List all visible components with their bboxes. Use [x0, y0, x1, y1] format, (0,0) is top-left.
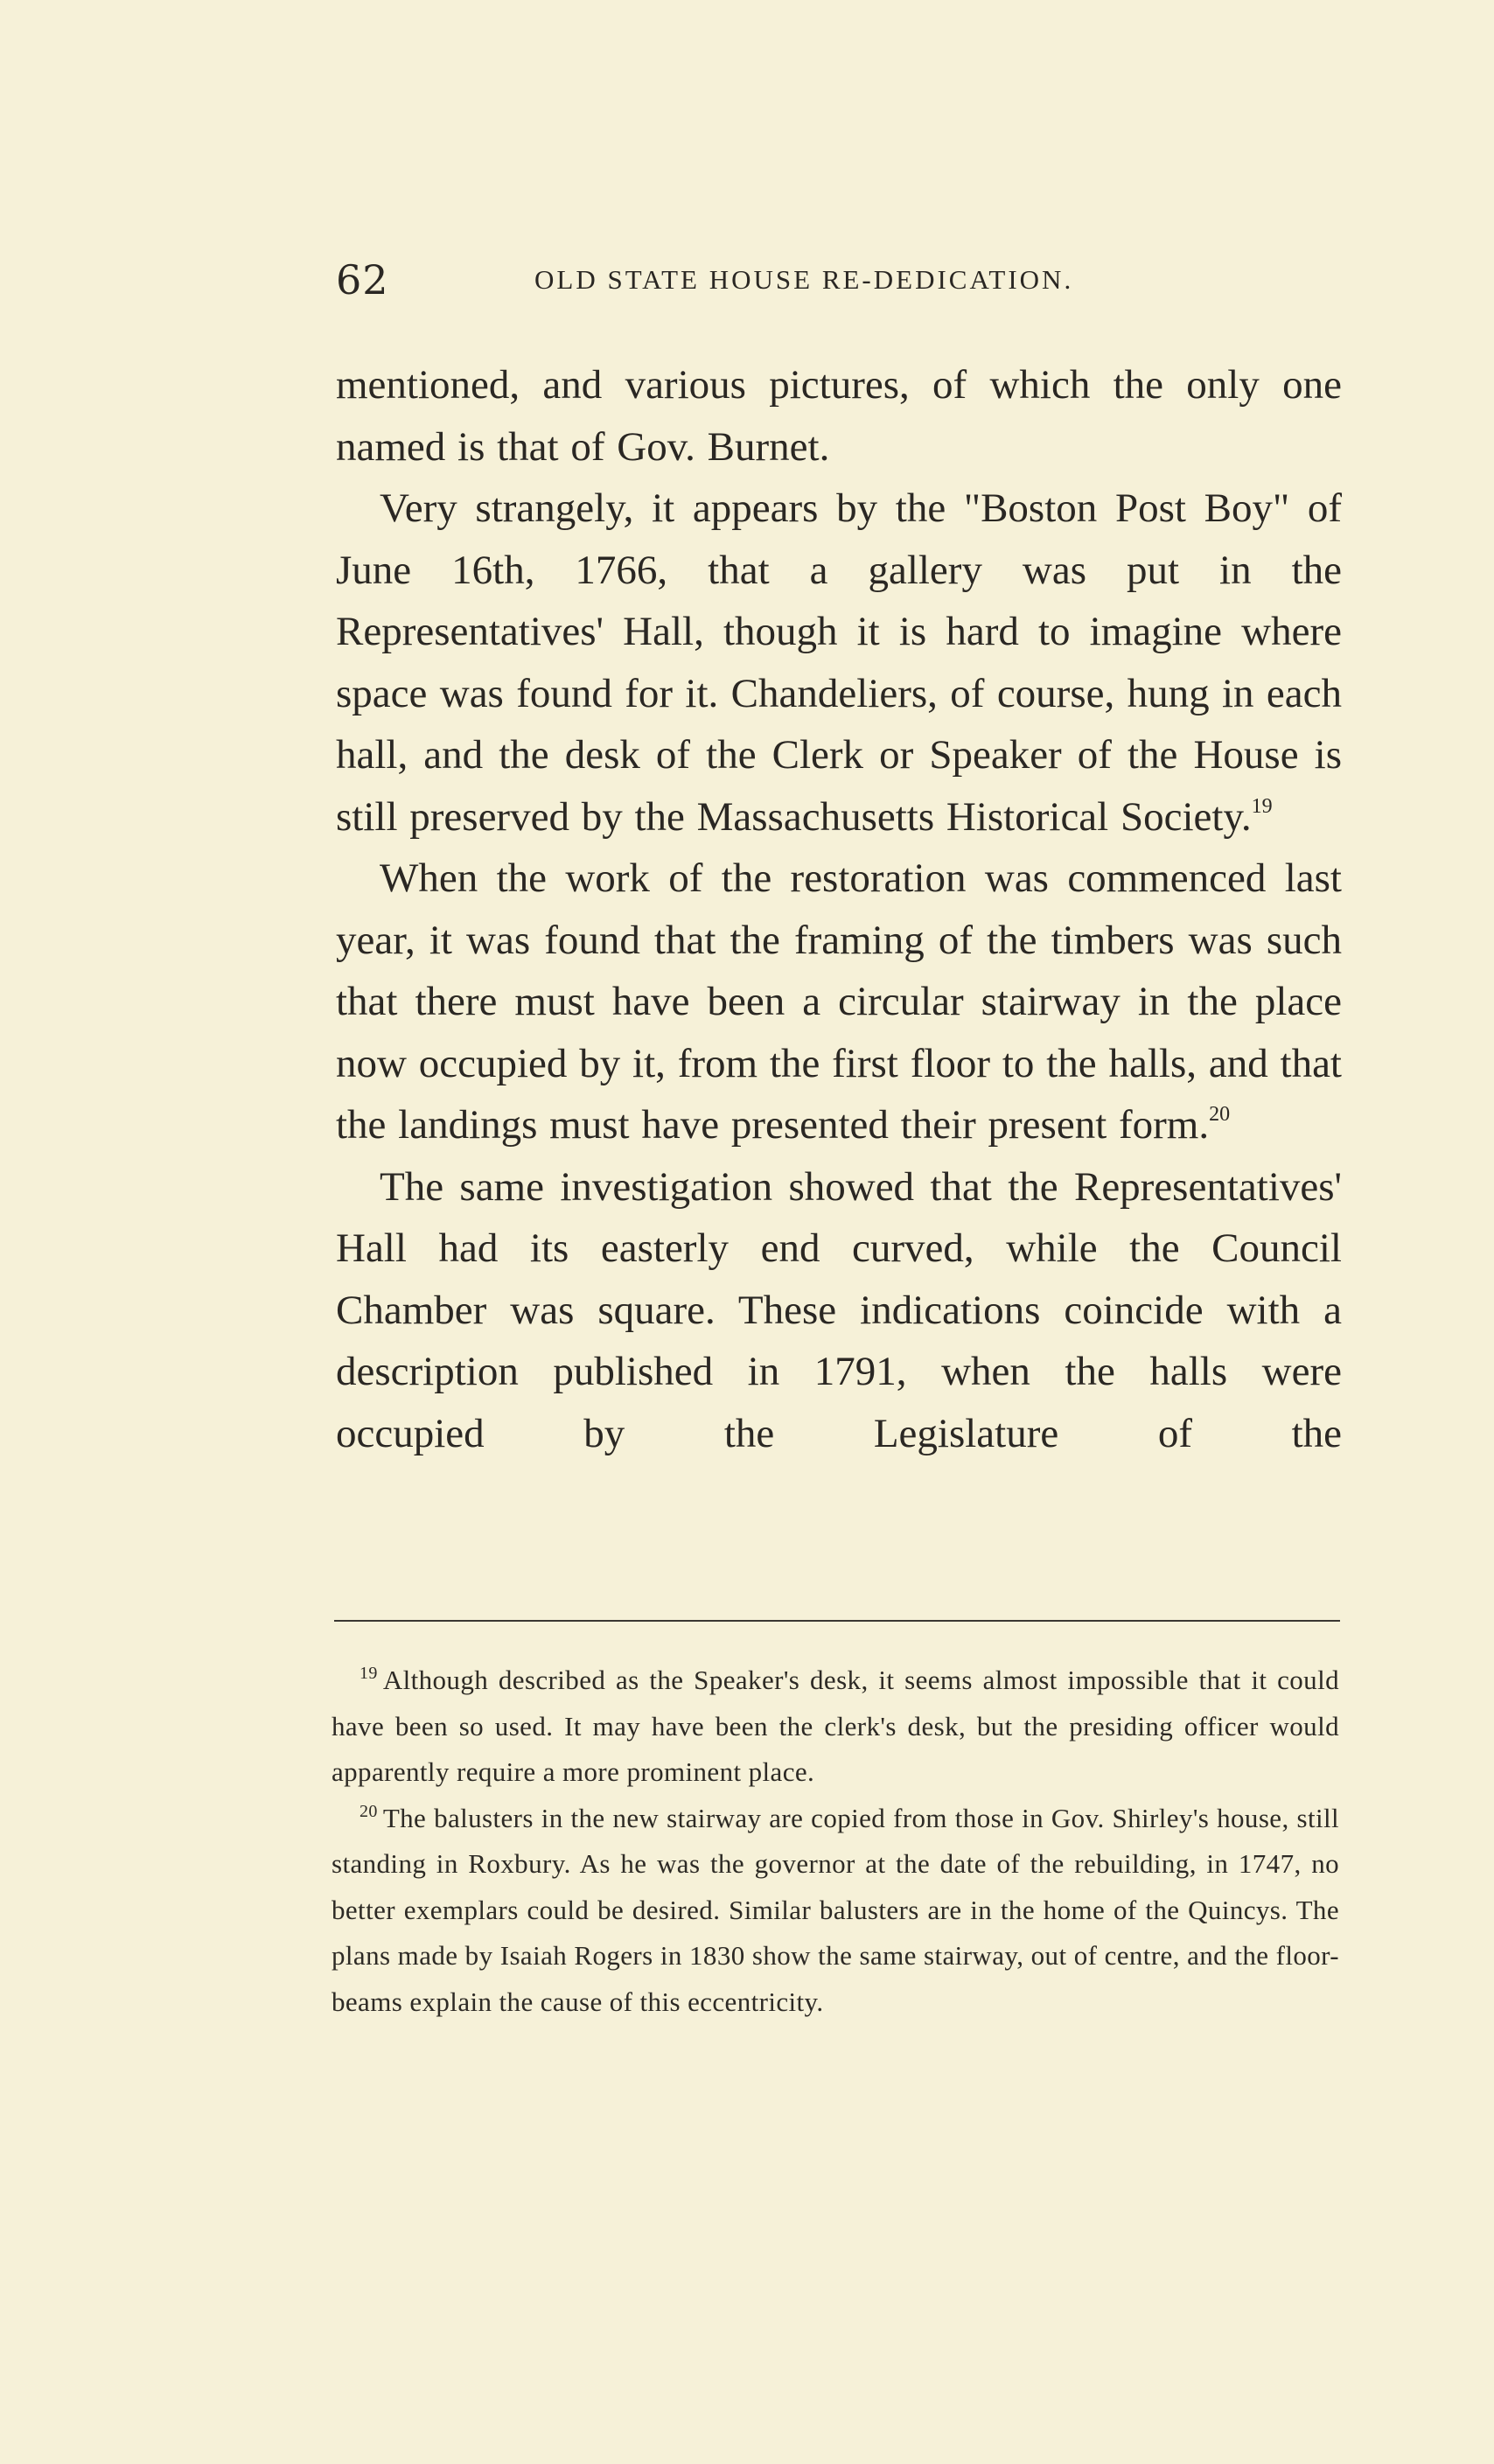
footnote-rule [334, 1620, 1340, 1622]
footnote-ref-20: 20 [1209, 1103, 1231, 1126]
paragraph-2 [336, 478, 1342, 848]
footnote-ref-19: 19 [1251, 794, 1273, 818]
body-text [336, 354, 1342, 1464]
paragraph-3 [336, 848, 1342, 1156]
footnote-20-text: The balusters in the new stairway are copied from those in Gov. Shirley's house, still standing in Roxbury. As he was the governor at the date of the rebuilding, in 1747, no better exemplars could be desired. Similar balusters are in the home of the Quincys. The plans made by Isaiah Rogers in 1830 show the same stairway, out of centre, and the floor-beams explain the cause of this eccentricity. [332, 1802, 1339, 2017]
running-title: OLD STATE HOUSE RE-DEDICATION. [534, 264, 1074, 295]
footnotes [332, 1658, 1339, 2025]
footnote-marker-20: 20 [360, 1801, 378, 1821]
page-number: 62 [336, 256, 389, 304]
footnote-20 [332, 1796, 1339, 2026]
paragraph-1-text: mentioned, and various pictures, of which the only one named is that of Gov. Burnet. [336, 362, 1342, 470]
running-head [336, 254, 1342, 306]
paragraph-2-text: Very strangely, it appears by the "Boston Post Boy" of June 16th, 1766, that a gallery was put in the Representatives' Hall, though it is hard to imagine where space was found for it. Chandeliers, of course, hung in each hall, and the desk of the Clerk or Speaker of the House is still preserved by the Massachusetts Historical Society. [336, 485, 1342, 840]
paragraph-3-text: When the work of the restoration was commenced last year, it was found that the framing of the timbers was such that there must have been a circular stairway in the place now occupied by it, from the first floor to the halls, and that the landings must have presented their present form. [336, 855, 1342, 1148]
paragraph-4 [336, 1156, 1342, 1465]
paragraph-1 [336, 354, 1342, 478]
paragraph-4-text: The same investigation showed that the Representatives' Hall had its easterly end curved, while the Council Chamber was square. These indications coincide with a description published in 1791, when the halls were occupied by the Legislature of the [336, 1163, 1342, 1456]
footnote-19-text: Although described as the Speaker's desk, it seems almost impossible that it could have been so used. It may have been the clerk's desk, but the presiding officer would apparently require a more prominent place. [332, 1665, 1339, 1787]
footnote-marker-19: 19 [360, 1664, 378, 1683]
footnote-19 [332, 1658, 1339, 1796]
